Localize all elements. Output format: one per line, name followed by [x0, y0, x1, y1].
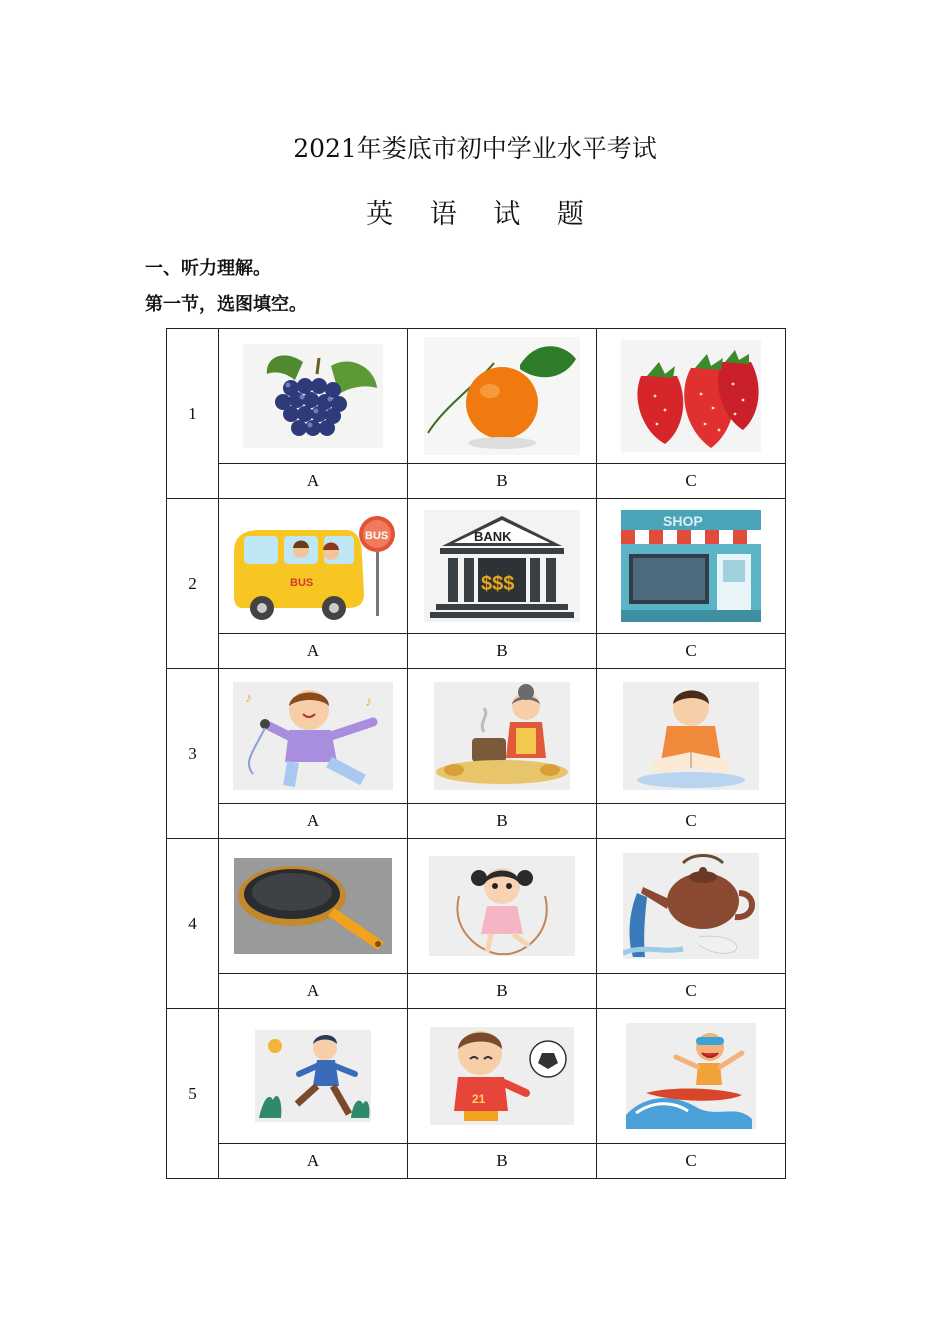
table-row	[167, 1009, 786, 1144]
option-label: C	[597, 1144, 786, 1179]
option-label: B	[408, 634, 597, 669]
bus-side-text: BUS	[290, 577, 314, 589]
option-label: C	[597, 634, 786, 669]
svg-text:♪: ♪	[365, 695, 372, 710]
option-label: A	[219, 464, 408, 499]
girl-skipping-rope-icon	[429, 856, 575, 956]
boy-running-icon	[255, 1030, 371, 1122]
option-image-shop	[597, 499, 786, 634]
question-number: 2	[167, 499, 219, 669]
shop-icon	[621, 510, 761, 622]
page-title: 2021年娄底市初中学业水平考试	[293, 134, 657, 163]
table-row	[167, 1144, 786, 1179]
option-label: A	[219, 804, 408, 839]
option-image-pan	[219, 839, 408, 974]
option-image-football	[408, 1009, 597, 1144]
option-label: C	[597, 974, 786, 1009]
girl-cooking-icon	[434, 682, 570, 790]
grapes-icon	[243, 344, 383, 448]
table-row	[167, 329, 786, 464]
option-label: A	[219, 634, 408, 669]
orange-icon	[424, 337, 580, 455]
bank-icon	[424, 510, 580, 622]
section-heading: 第一节，选图填空。	[145, 294, 307, 315]
table-row	[167, 669, 786, 804]
question-number: 4	[167, 839, 219, 1009]
part-heading: 一、听力理解。	[145, 258, 271, 279]
page-subtitle: 英 语 试 题	[366, 199, 598, 230]
option-label: B	[408, 804, 597, 839]
option-label: B	[408, 974, 597, 1009]
boy-reading-icon	[623, 682, 759, 790]
table-row	[167, 839, 786, 974]
question-number: 3	[167, 669, 219, 839]
boy-singing-icon	[233, 682, 393, 790]
option-label: B	[408, 464, 597, 499]
option-label: C	[597, 464, 786, 499]
svg-text:♪: ♪	[245, 691, 252, 706]
svg-text:21: 21	[472, 1092, 486, 1106]
school-bus-icon	[230, 512, 396, 620]
table-row	[167, 634, 786, 669]
table-row	[167, 499, 786, 634]
option-image-singing	[219, 669, 408, 804]
option-image-cooking	[408, 669, 597, 804]
teapot-pouring-icon	[623, 853, 759, 959]
bank-sign-text: BANK	[474, 529, 512, 544]
boy-playing-football-icon	[430, 1027, 574, 1125]
option-image-grapes	[219, 329, 408, 464]
boy-surfing-icon	[626, 1023, 756, 1129]
option-image-strawberries	[597, 329, 786, 464]
bank-dollar-text: $$$	[481, 573, 515, 595]
question-table	[166, 328, 786, 1179]
option-image-skipping	[408, 839, 597, 974]
table-row	[167, 804, 786, 839]
option-image-surfing	[597, 1009, 786, 1144]
strawberries-icon	[621, 340, 761, 452]
option-image-running	[219, 1009, 408, 1144]
question-number: 1	[167, 329, 219, 499]
option-label: A	[219, 974, 408, 1009]
option-label: B	[408, 1144, 597, 1179]
table-row	[167, 974, 786, 1009]
frying-pan-icon	[234, 858, 392, 954]
option-image-teapot	[597, 839, 786, 974]
option-label: C	[597, 804, 786, 839]
question-number: 5	[167, 1009, 219, 1179]
option-image-orange	[408, 329, 597, 464]
bus-stop-sign-text: BUS	[365, 530, 389, 542]
table-row	[167, 464, 786, 499]
option-image-reading	[597, 669, 786, 804]
option-image-bank	[408, 499, 597, 634]
shop-sign-text: SHOP	[663, 513, 703, 529]
option-label: A	[219, 1144, 408, 1179]
option-image-bus	[219, 499, 408, 634]
